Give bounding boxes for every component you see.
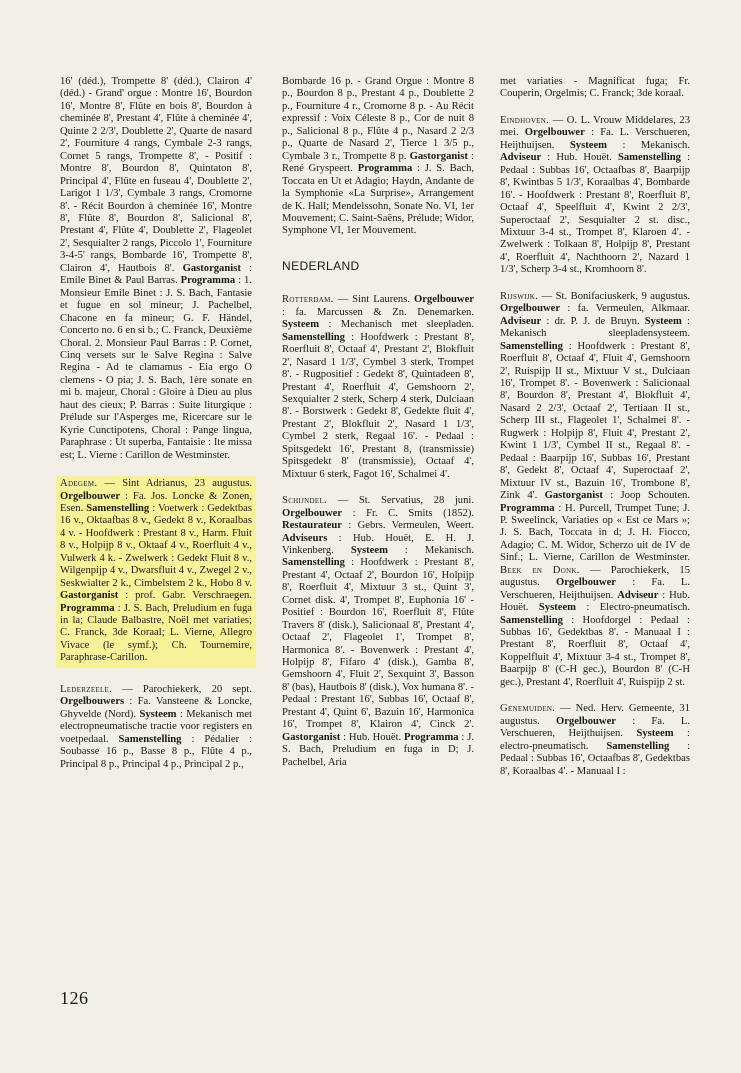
field-label: Systeem <box>350 544 388 556</box>
entry-text: — O. L. Vrouw Middelares, 23 mei. <box>500 114 690 139</box>
column-3 <box>500 76 690 792</box>
field-label: Orgelbouwer <box>60 490 121 502</box>
entry-text: : Hoofdwerk : Prestant 8', Prestant 4', Octaaf 2', Bourdon 16', Holpijp 8', Roerfluit 4', Mixtuur 3 st., Quint 3', Cornet disk. 4', Trompet 8', Euphonia 16' - Positief : Bourdon 16', Roerfluit 8', Flûte Travers 8' (disk.), Salicionaal 8', Prestant 4', Octaaf 2', Flageolet 1', Trompet 8', Harmonica 8'. - Bovenwerk : Prestant 4', Holpijp 8', Fifaro 4' (disk.), Gamba 8', Gemshoorn 4', Fluit 2', Sexquint 3', Basson 8' (bas), Hautbois 8' (disk.), Vox humana 8'. - Pedaal : Prestant 16', Subbas 16', Octaaf 8', Prestant 4', Quint 6', Bazuin 16', Harmonica 16', Trompet 8', Klairon 4', Cinck 2'. <box>282 557 474 731</box>
field-label: Orgelbouwer <box>555 715 616 727</box>
entry-text: : Emile Binet & Paul Barras. <box>60 262 252 287</box>
field-label: Restaurateur <box>282 520 343 532</box>
entry-text: : J. S. Bach, Toccata en Ut et Adagio; Haydn, Andante de la Symphonie «La Surprise», Arrangement de K. Hall; Mendelssohn, Sonate No. VI, 1er Mouvement; C. Saint-Saëns, Prélude; Widor, Symphone VI, 1er Mouvement. <box>282 163 475 237</box>
entry-text: : fa. Vermeulen, Alkmaar. <box>560 303 690 315</box>
field-label: Systeem <box>139 708 177 720</box>
entry-text: : Pedaal : Subbas 16', Octaafbas 8', Baarpijp 8', Kwintbas 5 1/3', Koraalbas 4', Bombarde 16'. - Hoofdwerk : Prestant 8', Roerfluit 8', Octaaf 4', Speelfluit 4', Kwint 2 2/3', Superoctaaf 2', Sesquialter 2 st. disc., Mixtuur 3-4 st., Trompet 8', Klaroen 4'. - Zwelwerk : Tolkaan 8', Holpijp 8', Prestant 4', Roerfluit 4', Nachthoorn 2', Nazard 1 1/3', Scherp 3-4 st., Kromhoorn 8'. <box>500 152 691 276</box>
field-label: Gastorganist <box>544 490 603 502</box>
entry-text: : René Gryspeert. <box>282 150 475 175</box>
field-label: Orgelbouwer <box>555 577 616 589</box>
field-label: Programma <box>357 163 413 175</box>
page-number: 126 <box>60 988 89 1008</box>
entry-text: — Ned. Herv. Gemeente, 31 augustus. <box>500 703 690 727</box>
entry-text: : Fa. Vansteene & Loncke, Ghyvelde (Nord). <box>60 696 252 720</box>
entry-text: Bombarde 16 p. - Grand Orgue : Montre 8 p., Bourdon 8 p., Prestant 4 p., Doublette 2 p., Fourniture 4 r., Cromorne 8 p. - Au Récit expressif : Voix Céleste 8 p., Cor de nuit 8 p., Salicional 8 p., Flûte 4 p., Nasard 2 2/3 p., Quarte de Nasard 2', Tierce 1 3/5 p., Cymbale 3 r., Trompette 8 p. <box>282 76 474 162</box>
column-1 <box>60 76 252 785</box>
field-label: Systeem <box>569 139 607 151</box>
entry-text: : Mekanisch met electropneumatische tractie voor registers en voetpedaal. <box>60 708 252 745</box>
field-label: Programma <box>180 275 236 287</box>
entry-text: : Fa. Jos. Loncke & Zonen, Esen. <box>60 490 252 514</box>
place-name: Eindhoven. <box>500 114 550 126</box>
entry-text: — Sint Laurens. <box>333 294 414 306</box>
field-label: Programma <box>60 602 115 614</box>
entry-text: : Joop Schouten. <box>602 490 690 502</box>
entry-text: : 1. Monsieur Emile Binet : J. S. Bach, Fantasie et fugue en sol mineur; J. Pachelbel, Chacone en fa mineur; G. F. Händel, Concerto no. 6 en si b.; C. Franck, Deuxième Choral. 2. Monsieur Paul Barras : P. Cornet, Cinq versets sur le Salve Regina : Salve Regina - Ad te clamamus - Eia ergo O clemens - O pia; J. S. Bach, 1ère sonate en mi b. majeur, Choral : Gloire à Dieu au plus haut des cieux; P. Barras : Suite liturgique : Prélude sur l'Asperges me, Ricercare sur le Kyrie Cunctipotens, Choral : Pange lingua, Paraphrase : Ut superba, Fantaisie : Ite missa est; L. Vierne : Carillon de Westminster. <box>60 275 252 461</box>
entry-text: : Fa. L. Verschueren, Heijthuijsen. <box>500 715 690 740</box>
entry-text: : Hub. Houët. <box>500 589 690 614</box>
field-label: Adviseurs <box>282 532 328 544</box>
entry-eindhoven <box>500 115 690 277</box>
place-name: Rotterdam. <box>282 294 334 306</box>
entry-continued-french-organ <box>60 76 252 462</box>
entry-text: : Gebrs. Vermeulen, Weert. <box>342 520 474 532</box>
field-label: Programma <box>404 731 459 743</box>
entry-rijswijk <box>500 291 690 690</box>
entry-text: — St. Bonifaciuskerk, 9 augustus. <box>538 290 690 302</box>
section-heading: NEDERLAND <box>282 258 360 273</box>
entry-text: : fa. Marcussen & Zn. Denemarken. <box>282 306 474 318</box>
field-label: Samenstelling <box>500 614 563 626</box>
entry-text: : Hub. Houët, E. H. J. Vinkenberg. <box>282 532 474 556</box>
field-label: Samenstelling <box>606 740 670 752</box>
place-name: Adegem. <box>60 478 98 490</box>
entry-text: — St. Servatius, 28 juni. <box>326 495 474 507</box>
entry-text: — Parochiekerk, 20 sept. <box>112 683 252 695</box>
entry-rotterdam <box>282 294 474 481</box>
entry-adegem <box>56 476 256 668</box>
field-label: Orgelbouwers <box>60 696 125 708</box>
entry-text: : J. S. Bach, Preludium en fuga in la; Claude Balbastre, Noël met variaties; C. Franck, 3de Koraal; L. Vierne, Allegro Vivace (le symf.); Ch. Tournemire, Paraphrase-Carillon. <box>60 602 252 664</box>
field-label: Orgelbouwer <box>282 507 343 519</box>
field-label: Programma <box>500 502 555 514</box>
field-label: Adviseur <box>500 315 542 327</box>
entry-text: : Voetwerk : Gedektbas 16 v., Oktaafbas 8 v., Gedekt 8 v., Koraalbas 4 v. - Hoofdwerk : Prestant 8 v., Harm. Fluit 8 v., Holpijp 8 v., Oktaaf 4 v., Roerfluit 4 v., Vulwerk 4 k. - Zwelwerk : Gedekt Fluit 8 v., Wilgenpijp 4 v., Dwarsfluit 4 v., Zwegel 2 v., Seskwialter 2 k., Cimbelstem 2 k., Hobo 8 v. <box>60 502 252 589</box>
field-label: Systeem <box>644 315 682 327</box>
field-label: Samenstelling <box>617 152 681 164</box>
field-label: Orgelbouwer <box>413 294 474 306</box>
entry-text: : Hoofdwerk : Prestant 8', Roerfluit 8', Octaaf 4', Prestant 2', Blokfluit 2', Nasard 1 1/3', Cymbel 3 sterk, Trompet 8'. - Rugpositief : Gedekt 8', Quintadeen 8', Prestant 4', Roerfluit 4', Gemshoorn 2', Sexquialter 2 sterk, Scherp 4 sterk, Dulciaan 8'. - Borstwerk : Gedekt 8', Gedekte fluit 4', Prestant 2', Blokfluit 2', Nasard 1 1/3', Cymbel 2 sterk, Regaal 16'. - Pedaal : Spitsgedekt 16', Prestant 8, (transmissie) Spitsgedekt 8' (transmissie), Octaaf 4', Mixtuur 6 sterk, Fagot 16', Schalmei 4'. <box>282 331 474 480</box>
entry-text: — Sint Adrianus, 23 augustus. <box>97 478 252 490</box>
entry-text: : Hub. Houët. <box>340 731 405 743</box>
entry-continued-schijndel <box>500 76 690 101</box>
entry-text: : Electro-pneumatisch. <box>576 602 691 614</box>
field-label: Samenstelling <box>282 331 345 343</box>
entry-text: : Mechanisch met sleepladen. <box>319 319 474 331</box>
field-label: Adviseur <box>617 589 659 601</box>
field-label: Samenstelling <box>500 340 563 352</box>
entry-lederzeele <box>60 684 252 771</box>
field-label: Gastorganist <box>182 262 241 274</box>
field-label: Systeem <box>636 728 674 740</box>
entry-continued-lederzeele <box>282 76 474 238</box>
field-label: Gastorganist <box>409 150 468 162</box>
place-name: Rijswijk. <box>500 290 539 302</box>
entry-text: : electro-pneumatisch. <box>500 728 691 752</box>
entry-text: : Fa. L. Verschueren, Heijthuijsen. <box>500 127 690 151</box>
field-label: Samenstelling <box>86 502 150 514</box>
entry-text: : Fa. L. Verschueren, Heijthuijsen. <box>500 577 690 601</box>
entry-text: : Hoofdwerk : Prestant 8', Roerfluit 8', Octaaf 4', Fluit 4', Gemshoorn 2', Ruispijp II st., Mixtuur V st., Dulciaan 16', Trompet 8'. - Bovenwerk : Salicionaal 8', Bourdon 8', Prestant 4', Blokfluit 4', Nasard 2 2/3', Octaaf 2', Tertiaan II st., Scherp III st., Flageolet 1', Schalmei 8'. - Rugwerk : Holpijp 8', Fluit 4', Prestant 2', Kwint 1 1/3', Cymbel II st., Regaal 8'. - Pedaal : Baarpijp 16', Subbas 16', Prestant 8', Gedekt 8', Octaaf 4', Superoctaaf 2', Mixtuur IV st., Bazuin 16', Trombone 8', Zink 4'. <box>500 340 690 502</box>
entry-text: : H. Purcell, Trumpet Tune; J. P. Sweelinck, Variaties op « Est ce Mars »; J. S. Bach, Toccata in d; J. H. Fiocco, Adagio; C. M. Widor, Scherzo uit de IV de Sinf.; L. Vierne, Carillon de Westminster. <box>500 502 690 564</box>
field-label: Gastorganist <box>60 590 119 602</box>
entry-text: : Mekanisch sleepladensysteem. <box>500 315 690 340</box>
field-label: Orgelbouwer <box>524 127 585 139</box>
entry-text: met variaties - Magnificat fuga; Fr. Couperin, Orgelmis; C. Franck; 3de koraal. <box>500 76 690 100</box>
entry-text: : Pedaal : Subbas 16', Octaafbas 8', Gedektbas 8', Koraalbas 4'. - Manuaal I : <box>500 740 691 777</box>
place-name: Lederzeele. <box>60 683 113 695</box>
column-2 <box>282 76 474 783</box>
field-label: Gastorganist <box>282 731 341 743</box>
entry-text: : Fr. C. Smits (1852). <box>342 507 474 519</box>
entry-genemuiden <box>500 703 690 778</box>
field-label: Adviseur <box>500 152 542 164</box>
entry-text: : Mekanisch. <box>387 544 475 556</box>
entry-text: : Mekanisch. <box>606 139 690 151</box>
entry-text: — Parochiekerk, 15 augustus. <box>500 564 690 589</box>
field-label: Systeem <box>282 319 320 331</box>
entry-text: : Pédalier : Soubasse 16 p., Basse 8 p., Flûte 4 p., Principal 8 p., Principal 4 p., Principal 2 p., <box>60 733 252 770</box>
entry-text: 16' (déd.), Trompette 8' (déd.), Clairon 4' (déd.) - Grand' orgue : Montre 16', Bourdon 16', Montre 8', Flûte en bois 8', Bourdon à cheminée 8', Prestant 4', Flûte à cheminée 4', Quinte 2 2/3', Doublette 2', Quarte de nasard 2', Fourniture 4 rangs, Cymbale 2-3 rangs, Cornet 5 rangs, Trompette 8', - Positif : Montre 8', Bourdon 8', Quintaton 8', Principal 4', Flûte en fuseau 4', Doublette 2', Larigot 1 1/3', Cymbale 3 rangs, Cromorne 8'. - Récit Bourdon à cheminée 16', Montre 8', Flûte 8', Bourdon 8', Salicional 8', Prestant 4', Flûte 4', Doublette 2', Flageolet 2', Sesquialter 2 rangs, Piccolo 1', Fourniture 3-4-5' rangs, Bombarde 16', Trompette 8', Clairon 4', Hautbois 8'. <box>60 76 252 274</box>
field-label: Samenstelling <box>282 557 345 569</box>
field-label: Systeem <box>538 602 576 614</box>
field-label: Samenstelling <box>118 733 182 745</box>
entry-text: : J. S. Bach, Preludium en fuga in D; J. Pachelbel, Aria <box>282 731 474 768</box>
entry-schijndel <box>282 495 474 769</box>
entry-text: : Hub. Houët. <box>541 152 618 164</box>
entry-text: : Hoofdorgel : Pedaal : Subbas 16', Gedektbas 8'. - Manuaal I : Prestant 8', Roerfluit 8', Octaaf 4', Koppelfluit 4', Mixtuur 3-4 st., Trompet 8', Baarpijp 8' (C-H gec.), Bourdon 8' (C-H gec.), Prestant 4', Roerfluit 4', Ruispijp 2 st. <box>500 614 690 688</box>
place-name: Genemuiden. <box>500 703 556 715</box>
entry-text: : dr. P. J. de Bruyn. <box>541 315 645 327</box>
place-name: Schijndel. <box>282 495 327 507</box>
place-name: Beek en Donk. <box>500 564 580 576</box>
field-label: Orgelbouwer <box>500 303 561 315</box>
entry-text: : prof. Gabr. Verschraegen. <box>118 590 252 602</box>
